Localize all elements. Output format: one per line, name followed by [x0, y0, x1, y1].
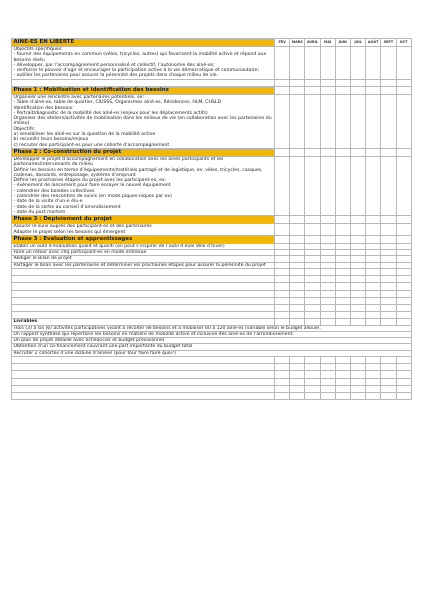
phase-1-title-row: [12, 86, 412, 94]
month-cell[interactable]: [335, 304, 350, 311]
month-cell[interactable]: [290, 364, 305, 371]
month-cell[interactable]: [335, 94, 350, 148]
cell-text: Faire un retour avec chq participant-es en mode entrevue: [13, 250, 147, 256]
month-cell[interactable]: [350, 378, 365, 385]
header-row: [12, 39, 412, 47]
month-cell[interactable]: [366, 94, 381, 148]
phase-1-title[interactable]: [12, 86, 275, 94]
month-cell[interactable]: [335, 79, 350, 86]
month-cell[interactable]: [320, 378, 335, 385]
empty-cell[interactable]: [12, 268, 275, 275]
month-cell[interactable]: [350, 364, 365, 371]
month-cell[interactable]: [320, 393, 335, 400]
month-cell[interactable]: [396, 290, 411, 297]
month-cell[interactable]: [320, 86, 335, 94]
month-cell[interactable]: [396, 371, 411, 378]
month-cell[interactable]: [305, 393, 320, 400]
month-cell[interactable]: [275, 283, 290, 290]
month-cell[interactable]: [335, 268, 350, 275]
empty-cell[interactable]: [12, 290, 275, 297]
month-cell[interactable]: [366, 216, 381, 224]
month-header: MAI: [320, 39, 335, 47]
empty-cell[interactable]: [12, 79, 275, 86]
cell-text: - date de la sortie au conseil d’arrondissement: [13, 204, 121, 210]
cell-text: - fournir des équipements en commun (vélos, tricycles, autres) qui favorisent la mobilité active et répond aux besoins réels;: [13, 52, 267, 63]
month-cell[interactable]: [381, 268, 396, 275]
planning-sheet: [11, 38, 412, 400]
empty-row: [12, 364, 412, 371]
month-cell[interactable]: [381, 290, 396, 297]
month-cell[interactable]: [366, 290, 381, 297]
cell-text: - développer, par l’accompagnement personnalisé et collectif, l’autonomie des aîné-es;: [13, 62, 215, 68]
month-cell[interactable]: [381, 156, 396, 215]
month-cell[interactable]: [290, 156, 305, 215]
month-cell[interactable]: [305, 216, 320, 224]
month-cell[interactable]: [335, 393, 350, 400]
month-header: AOÛT: [366, 39, 381, 47]
month-cell[interactable]: [335, 357, 350, 364]
month-cell[interactable]: [335, 224, 350, 236]
month-cell[interactable]: [290, 357, 305, 364]
month-cell[interactable]: [275, 79, 290, 86]
month-cell[interactable]: [381, 224, 396, 236]
month-cell[interactable]: [335, 156, 350, 215]
month-cell[interactable]: [275, 371, 290, 378]
cell-text: Partager le bilan avec les partenaires et déterminer les prochaines étapes pour assurer la pérennité du projet: [13, 262, 266, 268]
month-cell[interactable]: [290, 94, 305, 148]
empty-cell[interactable]: [12, 378, 275, 385]
month-cell[interactable]: [305, 283, 320, 290]
month-cell[interactable]: [381, 297, 396, 304]
cell-text: Phase 2 : Co-construction du projet: [13, 148, 122, 155]
month-cell[interactable]: [305, 364, 320, 371]
month-cell[interactable]: [366, 276, 381, 283]
month-cell[interactable]: [275, 364, 290, 371]
month-cell[interactable]: [335, 297, 350, 304]
empty-cell[interactable]: [12, 371, 275, 378]
month-cell[interactable]: [396, 268, 411, 275]
month-cell[interactable]: [396, 276, 411, 283]
phase-4-title[interactable]: [12, 235, 275, 243]
month-cell[interactable]: [305, 94, 320, 148]
month-cell[interactable]: [320, 371, 335, 378]
month-cell[interactable]: [366, 385, 381, 392]
month-cell[interactable]: [320, 268, 335, 275]
month-header: SEPT: [381, 39, 396, 47]
cell-text: Recruter 2 cohortes d’une dizaine d’aînées (pour tour faire faire quoi?): [13, 350, 177, 356]
month-cell[interactable]: [320, 235, 335, 243]
month-cell[interactable]: [366, 357, 381, 364]
month-cell[interactable]: [396, 378, 411, 385]
month-header: FÉV: [275, 39, 290, 47]
cell-text: Développer le projet d’accompagnement en collaboration avec les aînés participants et les partenaires/intervenants de milieu: [13, 156, 224, 168]
month-cell[interactable]: [290, 148, 305, 156]
month-cell[interactable]: [381, 276, 396, 283]
month-cell[interactable]: [275, 224, 290, 236]
month-cell[interactable]: [350, 94, 365, 148]
month-cell[interactable]: [366, 148, 381, 156]
month-cell[interactable]: [396, 312, 411, 319]
month-cell[interactable]: [335, 283, 350, 290]
month-cell[interactable]: [396, 283, 411, 290]
month-cell[interactable]: [320, 216, 335, 224]
month-cell[interactable]: [290, 393, 305, 400]
month-cell[interactable]: [366, 235, 381, 243]
cell-text: b) recueillir leurs besoins/enjeux: [13, 137, 89, 143]
month-cell[interactable]: [350, 312, 365, 319]
month-cell[interactable]: [350, 148, 365, 156]
month-cell[interactable]: [381, 216, 396, 224]
empty-row: [12, 357, 412, 364]
empty-cell[interactable]: [12, 312, 275, 319]
month-cell[interactable]: [305, 378, 320, 385]
month-cell[interactable]: [275, 290, 290, 297]
empty-cell[interactable]: [12, 357, 275, 364]
month-cell[interactable]: [350, 156, 365, 215]
month-cell[interactable]: [396, 304, 411, 311]
month-cell[interactable]: [381, 283, 396, 290]
month-cell[interactable]: [350, 357, 365, 364]
spacer-row: [12, 79, 412, 86]
month-cell[interactable]: [396, 94, 411, 148]
cell-text: - Portrait/diagnostic de la mobilité des aîné-es (enjeux pour les déplacements actifs): [13, 110, 208, 116]
month-cell[interactable]: [305, 357, 320, 364]
month-cell[interactable]: [335, 378, 350, 385]
cell-text: Définir les prochaines étapes du projet avec les participant-es, ex:: [13, 178, 167, 184]
cell-text: Définir les besoins en terme d’équipements/matériels partagé et de logistique, ex: vélos, tricycles, casques, cadenas, dossards, entreposage, système d’emprunt: [13, 167, 263, 178]
month-cell[interactable]: [305, 79, 320, 86]
month-cell[interactable]: [320, 385, 335, 392]
month-cell[interactable]: [381, 378, 396, 385]
phase-3-body-row: [12, 224, 412, 236]
month-cell[interactable]: [396, 393, 411, 400]
empty-row: [12, 297, 412, 304]
month-cell[interactable]: [320, 297, 335, 304]
month-cell[interactable]: [305, 276, 320, 283]
empty-cell[interactable]: [12, 283, 275, 290]
month-cell[interactable]: [335, 148, 350, 156]
cell-text: - événement de lancement pour faire essayer le nouvel équipement: [13, 183, 171, 189]
month-cell[interactable]: [320, 276, 335, 283]
phase-1-body[interactable]: [12, 94, 275, 148]
phase-1-body-row: [12, 94, 412, 148]
empty-row: [12, 276, 412, 283]
project-title: AÎNÉ-ES EN LIBERTÉ: [12, 39, 275, 47]
cell-text: Un plan de projet détaillé avec échéancier et budget prévisionnel: [13, 338, 165, 344]
month-cell[interactable]: [350, 393, 365, 400]
month-cell[interactable]: [396, 297, 411, 304]
month-cell[interactable]: [275, 385, 290, 392]
month-cell[interactable]: [275, 156, 290, 215]
phase-2-body-row: [12, 156, 412, 215]
month-cell[interactable]: [290, 290, 305, 297]
month-cell[interactable]: [290, 283, 305, 290]
month-cell[interactable]: [350, 304, 365, 311]
empty-cell[interactable]: [12, 297, 275, 304]
month-cell[interactable]: [396, 156, 411, 215]
cell-text: Un rapport synthèse qui répertorie les besoins en matière de mobilité active et inclusive des aîné-es de l’arrondissement.: [13, 331, 294, 337]
month-cell[interactable]: [320, 304, 335, 311]
month-cell[interactable]: [335, 385, 350, 392]
month-cell[interactable]: [335, 364, 350, 371]
empty-row: [12, 283, 412, 290]
phase-2-title[interactable]: [12, 148, 275, 156]
month-cell[interactable]: [275, 304, 290, 311]
month-header: JUIL: [350, 39, 365, 47]
empty-row: [12, 290, 412, 297]
month-cell[interactable]: [381, 357, 396, 364]
month-header: AVRIL: [305, 39, 320, 47]
month-cell[interactable]: [305, 304, 320, 311]
month-cell[interactable]: [396, 364, 411, 371]
month-cell[interactable]: [275, 378, 290, 385]
month-cell[interactable]: [366, 378, 381, 385]
empty-row: [12, 304, 412, 311]
month-cell[interactable]: [320, 224, 335, 236]
month-cell[interactable]: [350, 268, 365, 275]
month-cell[interactable]: [320, 283, 335, 290]
phase-3-title[interactable]: [12, 216, 275, 224]
empty-row: [12, 393, 412, 400]
month-cell[interactable]: [305, 297, 320, 304]
month-cell[interactable]: [350, 297, 365, 304]
phase-4-title-row: [12, 235, 412, 243]
cell-text: Établir un outil d’évaluation qualit et quanti (on peut s’inspirer de l’outil d’éval Vélo d’hiver): [13, 243, 225, 249]
month-cell[interactable]: [366, 312, 381, 319]
month-cell[interactable]: [396, 148, 411, 156]
month-cell[interactable]: [275, 357, 290, 364]
month-cell[interactable]: [290, 312, 305, 319]
cell-text: Phase 3 : Évaluation et apprentissages: [13, 235, 133, 242]
cell-text: Objectifs:: [13, 126, 36, 132]
empty-row: [12, 385, 412, 392]
empty-cell[interactable]: [12, 364, 275, 371]
month-cell[interactable]: [320, 79, 335, 86]
month-cell[interactable]: [366, 304, 381, 311]
month-cell[interactable]: [320, 290, 335, 297]
month-cell[interactable]: [275, 47, 290, 80]
month-cell[interactable]: [350, 276, 365, 283]
month-cell[interactable]: [320, 47, 335, 80]
cell-text: Phase 3 : Déploiement du projet: [13, 216, 112, 223]
month-cell[interactable]: [290, 304, 305, 311]
empty-cell[interactable]: [12, 304, 275, 311]
month-cell[interactable]: [396, 235, 411, 243]
month-cell[interactable]: [275, 312, 290, 319]
month-cell[interactable]: [320, 312, 335, 319]
cell-text: a) sensibiliser les aîné-es sur la question de la mobilité active: [13, 132, 156, 138]
month-cell[interactable]: [320, 364, 335, 371]
month-cell[interactable]: [381, 385, 396, 392]
month-cell[interactable]: [305, 235, 320, 243]
month-cell[interactable]: [305, 47, 320, 80]
month-cell[interactable]: [366, 224, 381, 236]
month-cell[interactable]: [381, 47, 396, 80]
month-cell[interactable]: [350, 224, 365, 236]
month-header: JUIN: [335, 39, 350, 47]
month-cell[interactable]: [305, 86, 320, 94]
month-cell[interactable]: [305, 371, 320, 378]
month-cell[interactable]: [396, 224, 411, 236]
month-cell[interactable]: [305, 385, 320, 392]
month-cell[interactable]: [381, 312, 396, 319]
month-cell[interactable]: [290, 79, 305, 86]
empty-cell[interactable]: [12, 393, 275, 400]
objectives-cell[interactable]: [12, 47, 275, 80]
month-cell[interactable]: [350, 216, 365, 224]
month-cell[interactable]: [275, 268, 290, 275]
cell-text: - outiller les partenaires pour assurer la pérennité des projets dans chaque milieu de vie.: [13, 73, 219, 79]
month-cell[interactable]: [366, 297, 381, 304]
month-cell[interactable]: [290, 297, 305, 304]
empty-cell[interactable]: [12, 385, 275, 392]
month-cell[interactable]: [275, 94, 290, 148]
month-cell[interactable]: [350, 235, 365, 243]
month-cell[interactable]: [320, 156, 335, 215]
month-cell[interactable]: [350, 283, 365, 290]
month-cell[interactable]: [305, 148, 320, 156]
month-cell[interactable]: [335, 371, 350, 378]
month-cell[interactable]: [366, 364, 381, 371]
month-cell[interactable]: [290, 224, 305, 236]
month-cell[interactable]: [366, 283, 381, 290]
month-cell[interactable]: [335, 86, 350, 94]
month-cell[interactable]: [396, 385, 411, 392]
phase-3-body[interactable]: [12, 224, 275, 236]
month-header: MARS: [290, 39, 305, 47]
month-cell[interactable]: [396, 216, 411, 224]
cell-text: Organiser une rencontre avec partenaires potentiels, ex:: [13, 94, 145, 100]
month-cell[interactable]: [381, 79, 396, 86]
month-cell[interactable]: [350, 79, 365, 86]
month-cell[interactable]: [290, 371, 305, 378]
month-cell[interactable]: [320, 94, 335, 148]
month-cell[interactable]: [366, 79, 381, 86]
month-cell[interactable]: [350, 290, 365, 297]
month-cell[interactable]: [381, 371, 396, 378]
month-cell[interactable]: [335, 235, 350, 243]
month-cell[interactable]: [275, 276, 290, 283]
month-cell[interactable]: [275, 148, 290, 156]
cell-text: Adapter le projet selon les besoins qui émergent: [13, 229, 126, 235]
month-cell[interactable]: [290, 385, 305, 392]
phase-2-title-row: [12, 148, 412, 156]
month-cell[interactable]: [275, 297, 290, 304]
month-cell[interactable]: [275, 86, 290, 94]
cell-text: c) recruter des participant-es pour une cohorte d’accompagnement: [13, 142, 170, 148]
month-cell[interactable]: [320, 148, 335, 156]
empty-row: [12, 371, 412, 378]
month-cell[interactable]: [396, 86, 411, 94]
month-cell[interactable]: [305, 312, 320, 319]
month-cell[interactable]: [275, 235, 290, 243]
month-cell[interactable]: [366, 371, 381, 378]
cell-text: Obtention d’un co-financement couvrant une part importante du budget total: [13, 344, 193, 350]
empty-row: [12, 378, 412, 385]
cell-text: Organiser des ateliers/activités de mobilisation dans les milieux de vie (en collaboration avec les partenaires du milieu): [13, 116, 272, 127]
month-cell[interactable]: [290, 47, 305, 80]
cell-text: Rédiger le Bilan de projet: [13, 256, 72, 262]
month-cell[interactable]: [290, 268, 305, 275]
month-cell[interactable]: [366, 156, 381, 215]
month-cell[interactable]: [290, 276, 305, 283]
month-cell[interactable]: [290, 86, 305, 94]
cell-text: Phase 1 : Mobilisation et identification des besoins: [13, 86, 169, 93]
month-cell[interactable]: [396, 357, 411, 364]
month-cell[interactable]: [290, 235, 305, 243]
empty-row: [12, 268, 412, 275]
month-cell[interactable]: [290, 378, 305, 385]
month-cell[interactable]: [366, 86, 381, 94]
cell-text: Identification des besoins:: [13, 105, 74, 111]
month-cell[interactable]: [350, 371, 365, 378]
month-header: OCT: [396, 39, 411, 47]
month-cell[interactable]: [381, 364, 396, 371]
month-cell[interactable]: [335, 276, 350, 283]
cell-text: Objectifs spécifiques:: [13, 47, 63, 52]
phase-3-title-row: [12, 216, 412, 224]
month-cell[interactable]: [366, 393, 381, 400]
month-cell[interactable]: [335, 290, 350, 297]
month-cell[interactable]: [305, 290, 320, 297]
month-cell[interactable]: [290, 216, 305, 224]
cell-text: Assurer le suivi auprès des participant-es et des partenaires: [13, 224, 152, 230]
month-cell[interactable]: [350, 86, 365, 94]
cell-text: - calendrier des balades collectives: [13, 188, 95, 194]
month-cell[interactable]: [381, 304, 396, 311]
month-cell[interactable]: [381, 393, 396, 400]
month-cell[interactable]: [305, 156, 320, 215]
cell-text: - Table d’aîné-es, table de quartier, CIUSSS, Organismes aîné-es, Résidences, HLM, CHSLD: [13, 100, 221, 106]
cell-text: Trois (3) à six (6) activités participatives visant à récolter de besoins et à mobiliser 60 à 120 aîné-es (variable selon le budget alloué).: [13, 325, 321, 331]
phase-2-body[interactable]: [12, 156, 275, 215]
month-cell[interactable]: [350, 385, 365, 392]
month-cell[interactable]: [335, 47, 350, 80]
month-cell[interactable]: [305, 268, 320, 275]
cell-text: - date de la visite d’un-e élu-e: [13, 199, 83, 205]
month-cell[interactable]: [350, 47, 365, 80]
cell-text: - date du post mortem: [13, 209, 66, 215]
month-cell[interactable]: [396, 79, 411, 86]
month-cell[interactable]: [335, 312, 350, 319]
objectives-row: [12, 47, 412, 80]
month-cell[interactable]: [381, 235, 396, 243]
month-cell[interactable]: [381, 148, 396, 156]
month-cell[interactable]: [275, 393, 290, 400]
month-cell[interactable]: [396, 47, 411, 80]
month-cell[interactable]: [275, 216, 290, 224]
cell-text: - calendrier des rencontres de suivis (en mode piques-niques par ex): [13, 194, 172, 200]
empty-cell[interactable]: [12, 276, 275, 283]
month-cell[interactable]: [366, 47, 381, 80]
cell-text: Livrables: [13, 319, 38, 325]
month-cell[interactable]: [366, 268, 381, 275]
task-cell[interactable]: [12, 262, 275, 268]
month-cell[interactable]: [335, 216, 350, 224]
month-cell[interactable]: [320, 357, 335, 364]
month-cell[interactable]: [381, 86, 396, 94]
month-cell[interactable]: [381, 94, 396, 148]
month-cell[interactable]: [305, 224, 320, 236]
cell-text: - renforcer le pouvoir d’agir et encourager la participation active à la vie démocratique et communautaire;: [13, 68, 260, 74]
empty-row: [12, 312, 412, 319]
